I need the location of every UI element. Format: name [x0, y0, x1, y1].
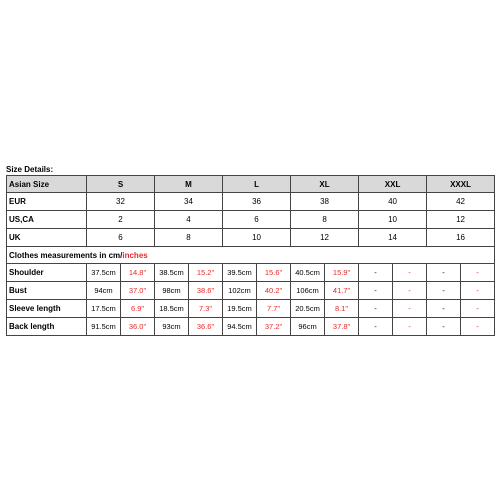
- size-value-cell: 8: [155, 229, 223, 247]
- cm-value-cell: 94.5cm: [223, 318, 257, 336]
- inch-value-cell: 6.9": [121, 300, 155, 318]
- size-value-cell: 16: [427, 229, 495, 247]
- cm-value-cell: -: [427, 282, 461, 300]
- size-value-cell: 2: [87, 211, 155, 229]
- size-header-cell: M: [155, 176, 223, 193]
- size-value-cell: 10: [223, 229, 291, 247]
- inch-value-cell: -: [393, 282, 427, 300]
- cm-value-cell: 96cm: [291, 318, 325, 336]
- cm-value-cell: 106cm: [291, 282, 325, 300]
- size-conversion-row: [7, 211, 495, 229]
- measurement-row: [7, 264, 495, 282]
- size-value-cell: 10: [359, 211, 427, 229]
- size-value-cell: 32: [87, 193, 155, 211]
- size-conversion-row: [7, 229, 495, 247]
- asian-size-label: Asian Size: [7, 176, 87, 193]
- cm-value-cell: 39.5cm: [223, 264, 257, 282]
- size-header-cell: XL: [291, 176, 359, 193]
- cm-value-cell: -: [359, 282, 393, 300]
- inch-value-cell: -: [461, 282, 495, 300]
- inch-value-cell: -: [393, 318, 427, 336]
- size-header-row: [7, 176, 495, 193]
- measurement-note-inches: inches: [122, 250, 148, 260]
- measurement-label: Shoulder: [7, 264, 87, 282]
- measurement-row: [7, 282, 495, 300]
- size-header-cell: XXL: [359, 176, 427, 193]
- inch-value-cell: 36.0": [121, 318, 155, 336]
- inch-value-cell: 41.7": [325, 282, 359, 300]
- size-value-cell: 4: [155, 211, 223, 229]
- size-value-cell: 40: [359, 193, 427, 211]
- measurement-label: Back length: [7, 318, 87, 336]
- row-label: US,CA: [7, 211, 87, 229]
- size-value-cell: 12: [291, 229, 359, 247]
- size-value-cell: 42: [427, 193, 495, 211]
- measurement-note-row: [7, 247, 495, 264]
- cm-value-cell: 17.5cm: [87, 300, 121, 318]
- size-value-cell: 12: [427, 211, 495, 229]
- cm-value-cell: 91.5cm: [87, 318, 121, 336]
- measurement-note-cm: Clothes measurements in cm/: [9, 250, 123, 260]
- inch-value-cell: 7.7": [257, 300, 291, 318]
- size-header-cell: L: [223, 176, 291, 193]
- size-chart: [6, 164, 494, 336]
- inch-value-cell: 14.8": [121, 264, 155, 282]
- cm-value-cell: -: [427, 300, 461, 318]
- cm-value-cell: 98cm: [155, 282, 189, 300]
- size-value-cell: 6: [223, 211, 291, 229]
- size-table-body: [7, 176, 495, 336]
- cm-value-cell: 38.5cm: [155, 264, 189, 282]
- cm-value-cell: 102cm: [223, 282, 257, 300]
- cm-value-cell: 94cm: [87, 282, 121, 300]
- inch-value-cell: -: [461, 300, 495, 318]
- cm-value-cell: 40.5cm: [291, 264, 325, 282]
- size-header-cell: S: [87, 176, 155, 193]
- cm-value-cell: -: [359, 300, 393, 318]
- size-details-title: Size Details:: [6, 165, 54, 174]
- size-conversion-row: [7, 193, 495, 211]
- inch-value-cell: 37.0": [121, 282, 155, 300]
- inch-value-cell: 15.9": [325, 264, 359, 282]
- measurement-label: Bust: [7, 282, 87, 300]
- size-value-cell: 6: [87, 229, 155, 247]
- cm-value-cell: -: [359, 264, 393, 282]
- cm-value-cell: 18.5cm: [155, 300, 189, 318]
- inch-value-cell: 40.2": [257, 282, 291, 300]
- inch-value-cell: -: [393, 264, 427, 282]
- row-label: EUR: [7, 193, 87, 211]
- size-value-cell: 36: [223, 193, 291, 211]
- inch-value-cell: -: [461, 318, 495, 336]
- cm-value-cell: 20.5cm: [291, 300, 325, 318]
- cm-value-cell: 93cm: [155, 318, 189, 336]
- measurement-label: Sleeve length: [7, 300, 87, 318]
- size-table: [6, 175, 495, 336]
- inch-value-cell: 15.6": [257, 264, 291, 282]
- size-value-cell: 34: [155, 193, 223, 211]
- cm-value-cell: -: [427, 264, 461, 282]
- cm-value-cell: -: [359, 318, 393, 336]
- inch-value-cell: 15.2": [189, 264, 223, 282]
- inch-value-cell: 37.8": [325, 318, 359, 336]
- inch-value-cell: 7.3": [189, 300, 223, 318]
- inch-value-cell: -: [393, 300, 427, 318]
- cm-value-cell: -: [427, 318, 461, 336]
- inch-value-cell: 37.2": [257, 318, 291, 336]
- cm-value-cell: 37.5cm: [87, 264, 121, 282]
- inch-value-cell: 36.6": [189, 318, 223, 336]
- inch-value-cell: 8.1": [325, 300, 359, 318]
- measurement-row: [7, 300, 495, 318]
- size-value-cell: 14: [359, 229, 427, 247]
- inch-value-cell: -: [461, 264, 495, 282]
- inch-value-cell: 38.6": [189, 282, 223, 300]
- size-value-cell: 8: [291, 211, 359, 229]
- row-label: UK: [7, 229, 87, 247]
- measurement-note: [7, 247, 495, 264]
- size-value-cell: 38: [291, 193, 359, 211]
- measurement-row: [7, 318, 495, 336]
- cm-value-cell: 19.5cm: [223, 300, 257, 318]
- size-header-cell: XXXL: [427, 176, 495, 193]
